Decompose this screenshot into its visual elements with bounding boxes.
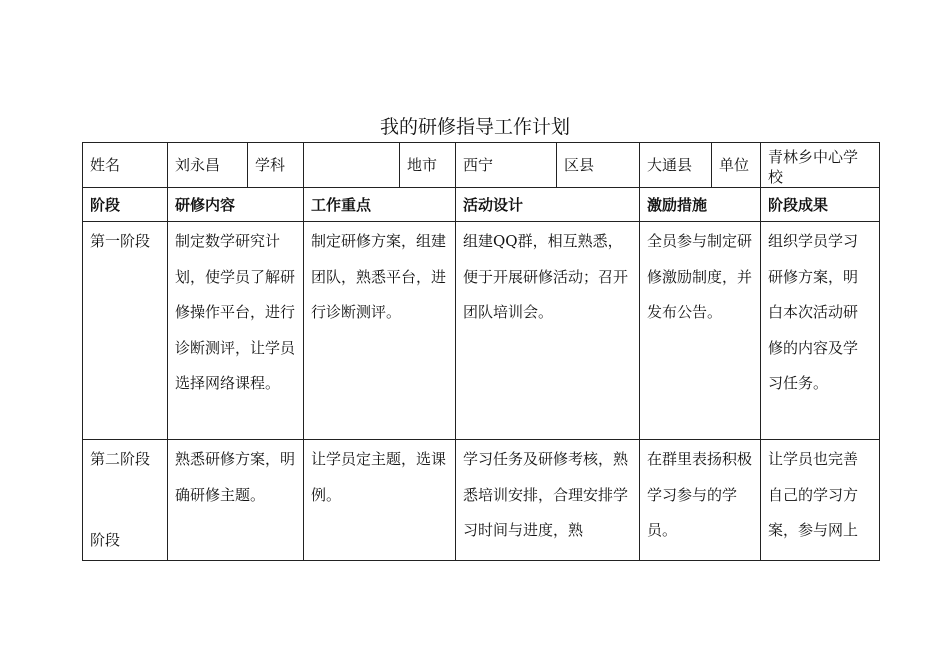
city-value: 西宁 [456, 143, 557, 188]
subject-label: 学科 [248, 143, 304, 188]
county-value: 大通县 [640, 143, 712, 188]
table-row [83, 440, 880, 561]
name-label: 姓名 [83, 143, 168, 188]
result-cell: 组织学员学习研修方案，明白本次活动研修的内容及学习任务。 [761, 222, 880, 440]
header-activity: 活动设计 [456, 188, 640, 222]
incentive-cell: 在群里表扬积极学习参与的学员。 [640, 440, 761, 561]
stage-cell-wrap [90, 442, 160, 558]
header-incentive: 激励措施 [640, 188, 761, 222]
stage-label: 第二阶段 [90, 450, 151, 468]
stage-cell [83, 440, 168, 561]
header-content: 研修内容 [168, 188, 304, 222]
activity-cell: 学习任务及研修考核，熟悉培训安排，合理安排学习时间与进度，熟 [456, 440, 640, 561]
table-row [83, 222, 880, 440]
incentive-cell: 全员参与制定研修激励制度，并发布公告。 [640, 222, 761, 440]
city-label: 地市 [400, 143, 456, 188]
header-row [83, 188, 880, 222]
unit-value: 青林乡中心学校 [761, 143, 880, 188]
stage-extra-label: 阶段 [90, 530, 121, 549]
county-label: 区县 [557, 143, 640, 188]
activity-cell: 组建QQ群，相互熟悉，便于开展研修活动；召开团队培训会。 [456, 222, 640, 440]
subject-value [304, 143, 400, 188]
unit-label: 单位 [712, 143, 761, 188]
focus-cell: 制定研修方案，组建团队，熟悉平台，进行诊断测评。 [304, 222, 456, 440]
result-cell: 让学员也完善自己的学习方案，参与网上 [761, 440, 880, 561]
name-value: 刘永昌 [168, 143, 248, 188]
header-stage: 阶段 [83, 188, 168, 222]
work-plan-table [82, 142, 880, 561]
header-result: 阶段成果 [761, 188, 880, 222]
stage-cell: 第一阶段 [83, 222, 168, 440]
info-row [83, 143, 880, 188]
content-cell: 熟悉研修方案，明确研修主题。 [168, 440, 304, 561]
content-cell: 制定数学研究计划，使学员了解研修操作平台，进行诊断测评，让学员选择网络课程。 [168, 222, 304, 440]
page-title: 我的研修指导工作计划 [379, 116, 570, 138]
header-focus: 工作重点 [304, 188, 456, 222]
focus-cell: 让学员定主题，选课例。 [304, 440, 456, 561]
